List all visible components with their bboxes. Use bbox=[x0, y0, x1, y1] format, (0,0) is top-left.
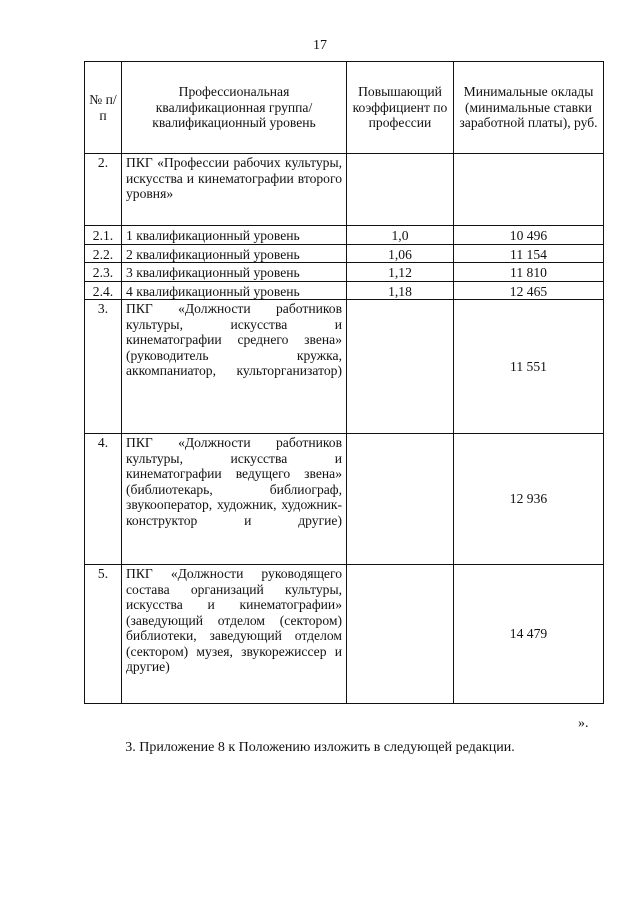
row-coefficient: 1,12 bbox=[347, 263, 454, 282]
table-row bbox=[85, 154, 604, 226]
row-coefficient: 1,18 bbox=[347, 281, 454, 300]
row-salary: 10 496 bbox=[454, 226, 604, 245]
header-salary: Минимальные оклады (минимальные ставки заработной платы), руб. bbox=[454, 62, 604, 154]
row-name: 3 квалификационный уровень bbox=[122, 263, 347, 282]
table-row bbox=[85, 244, 604, 263]
row-name: 1 квалификационный уровень bbox=[122, 226, 347, 245]
row-num: 2.3. bbox=[85, 263, 122, 282]
row-num: 2.2. bbox=[85, 244, 122, 263]
table-row bbox=[85, 565, 604, 704]
row-num: 3. bbox=[85, 300, 122, 434]
row-salary: 11 810 bbox=[454, 263, 604, 282]
header-num: № п/п bbox=[85, 62, 122, 154]
row-name: 4 квалификационный уровень bbox=[122, 281, 347, 300]
row-num: 5. bbox=[85, 565, 122, 704]
row-num: 2. bbox=[85, 154, 122, 226]
row-num: 4. bbox=[85, 434, 122, 565]
row-salary bbox=[454, 154, 604, 226]
row-salary: 12 936 bbox=[454, 434, 604, 565]
row-num: 2.4. bbox=[85, 281, 122, 300]
header-group: Профессиональная квалификационная группа/квалификационный уровень bbox=[122, 62, 347, 154]
row-salary: 11 154 bbox=[454, 244, 604, 263]
row-name: ПКГ «Профессии рабочих культуры, искусства и кинематографии второго уровня» bbox=[122, 154, 347, 226]
row-coefficient bbox=[347, 434, 454, 565]
row-name: ПКГ «Должности руководящего состава организаций культуры, искусства и кинематографии» (заведующий отделом (сектором) библиотеки, заведующий отделом (сектором) музея, звукорежиссер и другие) bbox=[122, 565, 347, 704]
closing-quote: ». bbox=[578, 716, 589, 731]
table-row bbox=[85, 281, 604, 300]
row-name: 2 квалификационный уровень bbox=[122, 244, 347, 263]
table-row bbox=[85, 434, 604, 565]
row-coefficient bbox=[347, 154, 454, 226]
row-salary: 11 551 bbox=[454, 300, 604, 434]
table-row bbox=[85, 300, 604, 434]
row-name: ПКГ «Должности работников культуры, искусства и кинематографии ведущего звена» (библиотекарь, библиограф, звукооператор, художник, художник-конструктор и другие) bbox=[122, 434, 347, 565]
table-row bbox=[85, 226, 604, 245]
row-salary: 14 479 bbox=[454, 565, 604, 704]
row-coefficient bbox=[347, 565, 454, 704]
header-coefficient: Повышающий коэффициент по профессии bbox=[347, 62, 454, 154]
row-coefficient bbox=[347, 300, 454, 434]
amendment-text: 3. Приложение 8 к Положению изложить в следующей редакции. bbox=[125, 740, 515, 755]
row-coefficient: 1,0 bbox=[347, 226, 454, 245]
row-num: 2.1. bbox=[85, 226, 122, 245]
row-salary: 12 465 bbox=[454, 281, 604, 300]
salary-table bbox=[84, 61, 604, 704]
table-row bbox=[85, 263, 604, 282]
page-number: 17 bbox=[313, 38, 327, 53]
row-name: ПКГ «Должности работников культуры, искусства и кинематографии среднего звена» (руководитель кружка, аккомпаниатор, культорганизатор) bbox=[122, 300, 347, 434]
row-coefficient: 1,06 bbox=[347, 244, 454, 263]
